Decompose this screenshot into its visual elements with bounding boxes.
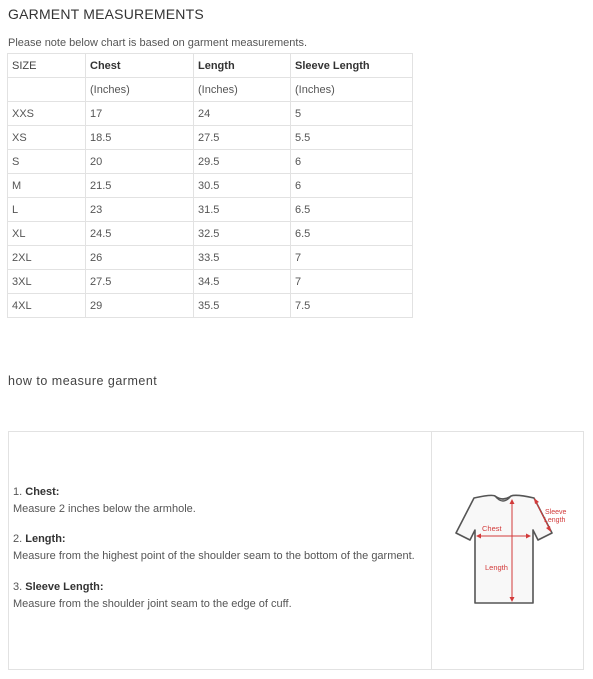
cell-size: 4XL [8,294,86,318]
cell-chest: 23 [86,198,194,222]
sleeve-label-line1: Sleeve [545,509,567,516]
length-label: Length [485,563,508,572]
table-row [8,102,413,126]
tshirt-measurement-diagram [440,490,580,612]
instruction-label: Sleeve Length: [25,581,104,593]
table-row [8,126,413,150]
cell-sleeve-length: 7 [291,246,413,270]
units-length: (Inches) [194,78,291,102]
table-row [8,174,413,198]
cell-chest: 20 [86,150,194,174]
table-row [8,198,413,222]
instruction-text: Measure 2 inches below the armhole. [13,503,196,515]
instruction-length [13,532,415,563]
instruction-number: 1. [13,486,23,498]
cell-chest: 24.5 [86,222,194,246]
cell-length: 32.5 [194,222,291,246]
tshirt-outline-icon [456,495,552,603]
instruction-text: Measure from the highest point of the shoulder seam to the bottom of the garment. [13,550,415,562]
table-header-row [8,54,413,78]
cell-size: 3XL [8,270,86,294]
how-to-measure-heading: how to measure garment [8,374,158,388]
cell-length: 31.5 [194,198,291,222]
cell-size: XXS [8,102,86,126]
header-size: SIZE [8,54,86,78]
chest-label: Chest [482,524,502,533]
header-length: Length [194,54,291,78]
cell-length: 27.5 [194,126,291,150]
cell-sleeve-length: 5.5 [291,126,413,150]
cell-length: 35.5 [194,294,291,318]
header-sleeve-length: Sleeve Length [291,54,413,78]
instruction-label: Length: [25,533,66,545]
cell-length: 29.5 [194,150,291,174]
table-units-row [8,78,413,102]
cell-chest: 21.5 [86,174,194,198]
cell-sleeve-length: 7.5 [291,294,413,318]
size-chart-table [7,53,413,318]
page-title: GARMENT MEASUREMENTS [8,6,204,22]
instruction-text: Measure from the shoulder joint seam to the edge of cuff. [13,598,292,610]
table-row [8,294,413,318]
cell-chest: 29 [86,294,194,318]
instruction-number: 3. [13,581,23,593]
table-row [8,150,413,174]
cell-chest: 17 [86,102,194,126]
guide-divider [431,432,432,669]
header-chest: Chest [86,54,194,78]
table-row [8,246,413,270]
cell-size: XS [8,126,86,150]
cell-sleeve-length: 6 [291,150,413,174]
cell-chest: 26 [86,246,194,270]
cell-size: M [8,174,86,198]
table-row [8,222,413,246]
instruction-number: 2. [13,533,23,545]
cell-length: 30.5 [194,174,291,198]
chart-note: Please note below chart is based on garment measurements. [8,37,307,49]
cell-sleeve-length: 6.5 [291,222,413,246]
units-sleeve-length: (Inches) [291,78,413,102]
sleeve-label-line2: Length [544,517,566,524]
cell-chest: 18.5 [86,126,194,150]
cell-size: L [8,198,86,222]
cell-sleeve-length: 7 [291,270,413,294]
cell-size: XL [8,222,86,246]
instruction-label: Chest: [25,486,60,498]
units-size [8,78,86,102]
cell-sleeve-length: 5 [291,102,413,126]
cell-sleeve-length: 6.5 [291,198,413,222]
cell-length: 33.5 [194,246,291,270]
cell-chest: 27.5 [86,270,194,294]
cell-length: 34.5 [194,270,291,294]
instruction-sleeve-length [13,580,292,611]
units-chest: (Inches) [86,78,194,102]
cell-length: 24 [194,102,291,126]
table-row [8,270,413,294]
cell-size: 2XL [8,246,86,270]
cell-sleeve-length: 6 [291,174,413,198]
instruction-chest [13,485,196,516]
cell-size: S [8,150,86,174]
